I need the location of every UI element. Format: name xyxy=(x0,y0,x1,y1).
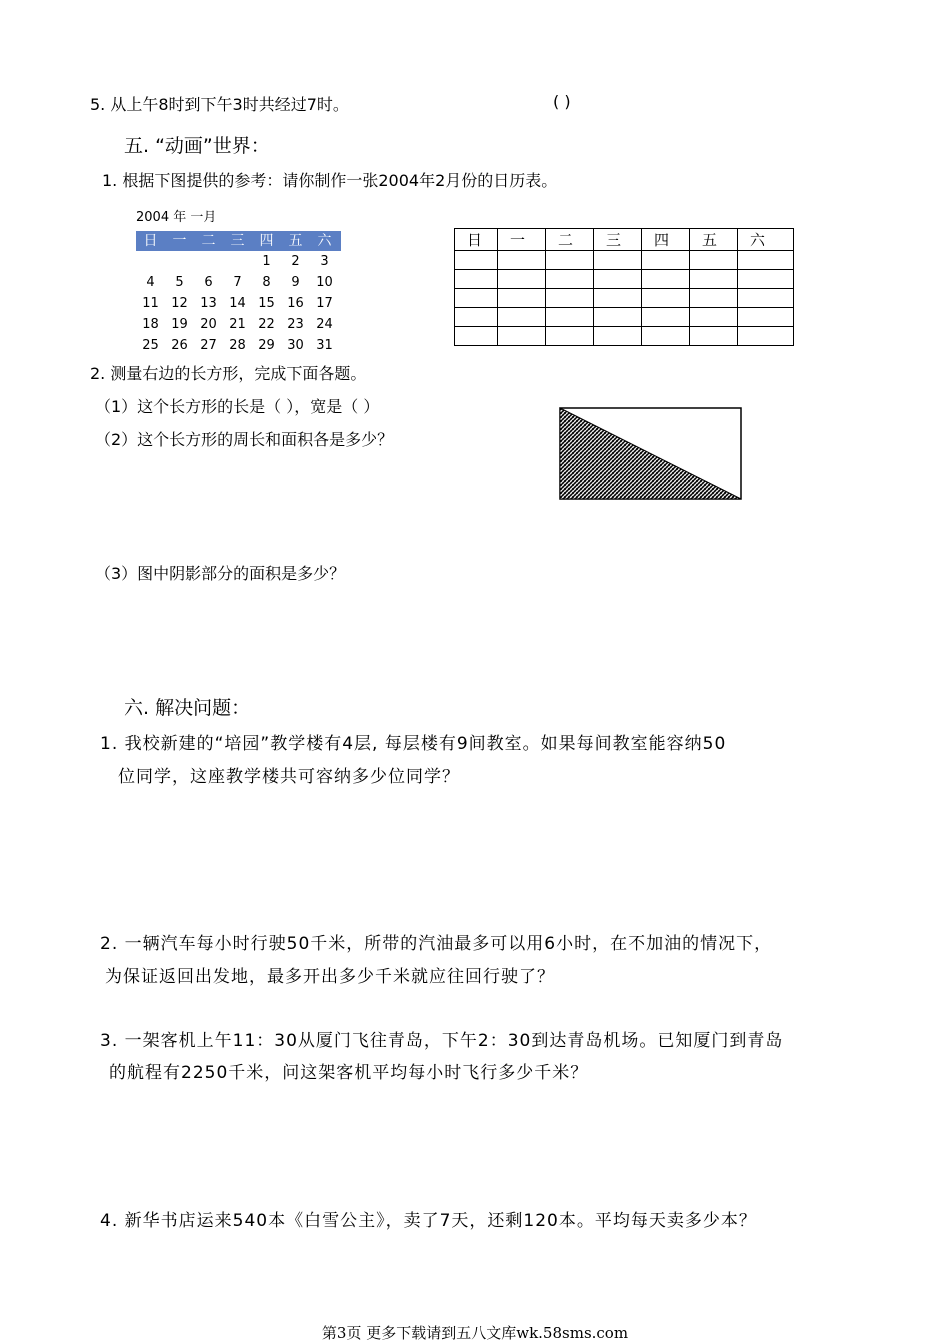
calendar-day: 1 xyxy=(262,254,271,269)
calendar-day xyxy=(136,251,165,272)
weekday-header: 五 xyxy=(690,229,738,251)
weekday-header: 日 xyxy=(455,229,498,251)
problem-4: 4. 新华书店运来540本《白雪公主》，卖了7天，还剩120本。平均每天卖多少本？ xyxy=(100,1211,757,1231)
calendar-day: 25 xyxy=(142,338,159,353)
weekday-label: 六 xyxy=(317,233,332,249)
question-5: 5. 从上午8时到下午3时共经过7时。 xyxy=(90,95,349,114)
calendar-day: 12 xyxy=(171,296,188,311)
problem-2-line-1: 2. 一辆汽车每小时行驶50千米，所带的汽油最多可以用6小时，在不加油的情况下， xyxy=(100,934,773,954)
calendar-day: 15 xyxy=(258,296,275,311)
calendar-day: 31 xyxy=(316,338,333,353)
section-5-q2-1: （1）这个长方形的长是（ ），宽是（ ） xyxy=(95,397,380,416)
calendar-day: 9 xyxy=(291,275,300,290)
problem-3-line-2: 的航程有2250千米，问这架客机平均每小时飞行多少千米？ xyxy=(109,1063,589,1083)
section-5-q2: 2. 测量右边的长方形，完成下面各题。 xyxy=(90,364,367,383)
calendar-day: 13 xyxy=(200,296,217,311)
calendar-day xyxy=(194,251,223,272)
section-5-q1: 1. 根据下图提供的参考：请你制作一张2004年2月份的日历表。 xyxy=(102,171,558,190)
weekday-label: 三 xyxy=(230,233,245,249)
weekday-header: 四 xyxy=(642,229,690,251)
weekday-header: 二 xyxy=(546,229,594,251)
calendar-day: 4 xyxy=(146,275,155,290)
section-5-title: 五. “动画”世界： xyxy=(124,135,270,157)
calendar-day xyxy=(165,251,194,272)
weekday-label: 日 xyxy=(143,233,158,249)
calendar-day: 23 xyxy=(287,317,304,332)
reference-calendar-title: 2004 年 一月 xyxy=(136,210,217,225)
section-6-title: 六. 解决问题： xyxy=(124,697,251,719)
weekday-label: 二 xyxy=(201,233,216,249)
weekday-header: 三 xyxy=(594,229,642,251)
blank-calendar-row xyxy=(455,270,794,289)
reference-calendar-header xyxy=(136,231,341,251)
problem-1-line-1: 1. 我校新建的“培园”教学楼有4层, 每层楼有9间教室。如果每间教室能容纳50 xyxy=(100,734,727,754)
problem-2-line-2: 为保证返回出发地，最多开出多少千米就应往回行驶了？ xyxy=(105,967,555,987)
problem-3-line-1: 3. 一架客机上午11：30从厦门飞往青岛，下午2：30到达青岛机场。已知厦门到青岛 xyxy=(100,1031,784,1051)
blank-calendar-row xyxy=(455,327,794,346)
calendar-day: 7 xyxy=(233,275,242,290)
calendar-day: 30 xyxy=(287,338,304,353)
reference-calendar xyxy=(136,206,341,356)
blank-calendar-table xyxy=(454,228,794,346)
problem-1-line-2: 位同学，这座教学楼共可容纳多少位同学？ xyxy=(118,767,460,787)
calendar-day: 8 xyxy=(262,275,271,290)
calendar-day: 16 xyxy=(287,296,304,311)
calendar-day: 2 xyxy=(291,254,300,269)
weekday-header: 一 xyxy=(498,229,546,251)
calendar-day: 6 xyxy=(204,275,213,290)
calendar-day: 24 xyxy=(316,317,333,332)
weekday-label: 五 xyxy=(288,233,303,249)
calendar-day: 3 xyxy=(320,254,329,269)
calendar-day: 26 xyxy=(171,338,188,353)
blank-calendar-row xyxy=(455,289,794,308)
calendar-day: 18 xyxy=(142,317,159,332)
calendar-day: 29 xyxy=(258,338,275,353)
rectangle-figure xyxy=(559,407,745,502)
blank-calendar-row xyxy=(455,308,794,327)
blank-calendar-header-row xyxy=(455,229,794,251)
calendar-day: 21 xyxy=(229,317,246,332)
calendar-day: 10 xyxy=(316,275,333,290)
reference-calendar-days xyxy=(136,251,341,356)
calendar-day: 28 xyxy=(229,338,246,353)
blank-calendar-row xyxy=(455,251,794,270)
calendar-day: 5 xyxy=(175,275,184,290)
calendar-day: 19 xyxy=(171,317,188,332)
calendar-day: 14 xyxy=(229,296,246,311)
weekday-label: 一 xyxy=(172,233,187,249)
answer-blank: ( ) xyxy=(553,92,571,111)
calendar-day xyxy=(223,251,252,272)
section-5-q2-2: （2）这个长方形的周长和面积各是多少？ xyxy=(95,430,394,449)
calendar-day: 11 xyxy=(142,296,159,311)
page-footer: 第3页 更多下载请到五八文库wk.58sms.com xyxy=(321,1324,629,1342)
section-5-q2-3: （3）图中阴影部分的面积是多少？ xyxy=(95,564,346,583)
calendar-day: 27 xyxy=(200,338,217,353)
weekday-label: 四 xyxy=(259,233,274,249)
weekday-header: 六 xyxy=(738,229,794,251)
calendar-day: 22 xyxy=(258,317,275,332)
calendar-day: 20 xyxy=(200,317,217,332)
calendar-day: 17 xyxy=(316,296,333,311)
